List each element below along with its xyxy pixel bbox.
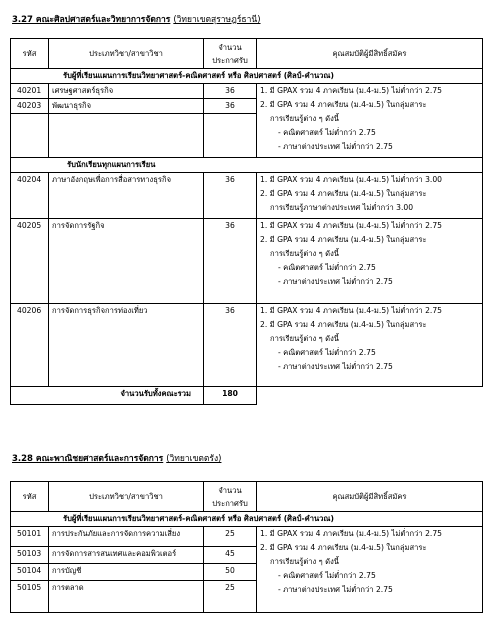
- qualification-cell: 1. มี GPAX รวม 4 ภาคเรียน (ม.4-ม.5) ไม่ต่ำกว่า 2.75 2. มี GPA รวม 4 ภาคเรียน (ม.4-ม.5) ในกลุ่มสาระ การเรียนรู้ต่าง ๆ ดังนี้ - คณิตศาสตร์ ไม่ต่ำกว่า 2.75 - ภาษาต่างประเทศ ไม่ต่ำกว่า 2.75: [257, 304, 483, 387]
- program-seats: 45: [204, 547, 257, 564]
- group-label: รับนักเรียนทุกแผนการเรียน: [11, 158, 483, 173]
- section-title-3-28: [12, 451, 221, 465]
- total-value: 180: [204, 387, 257, 405]
- program-code: 40201: [11, 84, 49, 99]
- qualification-cell: 1. มี GPAX รวม 4 ภาคเรียน (ม.4-ม.5) ไม่ต่ำกว่า 3.00 2. มี GPA รวม 4 ภาคเรียน (ม.4-ม.5) ในกลุ่มสาระ การเรียนรู้ภาษาต่างประเทศ ไม่ต่ำกว่า 3.00: [257, 173, 483, 219]
- qualification-cell: 1. มี GPAX รวม 4 ภาคเรียน (ม.4-ม.5) ไม่ต่ำกว่า 2.75 2. มี GPA รวม 4 ภาคเรียน (ม.4-ม.5) ในกลุ่มสาระ การเรียนรู้ต่าง ๆ ดังนี้ - คณิตศาสตร์ ไม่ต่ำกว่า 2.75 - ภาษาต่างประเทศ ไม่ต่ำกว่า 2.75: [257, 219, 483, 304]
- program-seats: 36: [204, 99, 257, 114]
- header-code: รหัส: [11, 482, 49, 512]
- section-title-main: 3.27 คณะศิลปศาสตร์และวิทยาการจัดการ: [12, 15, 171, 25]
- program-seats: 25: [204, 581, 257, 613]
- header-program: ประเภทวิชา/สาขาวิชา: [49, 39, 204, 69]
- qualification-cell: 1. มี GPAX รวม 4 ภาคเรียน (ม.4-ม.5) ไม่ต่ำกว่า 2.75 2. มี GPA รวม 4 ภาคเรียน (ม.4-ม.5) ในกลุ่มสาระ การเรียนรู้ต่าง ๆ ดังนี้ - คณิตศาสตร์ ไม่ต่ำกว่า 2.75 - ภาษาต่างประเทศ ไม่ต่ำกว่า 2.75: [257, 527, 483, 613]
- program-seats: 36: [204, 219, 257, 304]
- header-seats: จำนวน ประกาศรับ: [204, 482, 257, 512]
- header-seats: จำนวน ประกาศรับ: [204, 39, 257, 69]
- program-seats: 36: [204, 84, 257, 99]
- qualification-cell: 1. มี GPAX รวม 4 ภาคเรียน (ม.4-ม.5) ไม่ต่ำกว่า 2.75 2. มี GPA รวม 4 ภาคเรียน (ม.4-ม.5) ในกลุ่มสาระ การเรียนรู้ต่าง ๆ ดังนี้ - คณิตศาสตร์ ไม่ต่ำกว่า 2.75 - ภาษาต่างประเทศ ไม่ต่ำกว่า 2.75: [257, 84, 483, 158]
- section-title-campus: (วิทยาเขตสุราษฎร์ธานี): [173, 15, 261, 25]
- total-row: [11, 387, 483, 405]
- table-header-row: [11, 482, 483, 512]
- total-label: จำนวนรับทั้งคณะรวม: [11, 387, 204, 405]
- program-code: 50104: [11, 564, 49, 581]
- section-title-main: 3.28 คณะพาณิชยศาสตร์และการจัดการ: [12, 454, 164, 464]
- program-seats: 25: [204, 527, 257, 547]
- program-seats: 50: [204, 564, 257, 581]
- program-seats: 36: [204, 173, 257, 219]
- program-name: การจัดการสารสนเทศและคอมพิวเตอร์: [49, 547, 204, 564]
- program-name: การจัดการธุรกิจการท่องเที่ยว: [49, 304, 204, 387]
- section-title-3-27: [12, 12, 261, 26]
- program-code: 40203: [11, 99, 49, 114]
- table-header-row: [11, 39, 483, 69]
- group-row: [11, 69, 483, 84]
- table-row: [11, 219, 483, 304]
- program-name: ภาษาอังกฤษเพื่อการสื่อสารทางธุรกิจ: [49, 173, 204, 219]
- program-name: การจัดการรัฐกิจ: [49, 219, 204, 304]
- header-qualification: คุณสมบัติผู้มีสิทธิ์สมัคร: [257, 39, 483, 69]
- table-row: [11, 304, 483, 387]
- section-title-campus: (วิทยาเขตตรัง): [166, 454, 222, 464]
- program-name: การตลาด: [49, 581, 204, 613]
- program-name: พัฒนาธุรกิจ: [49, 99, 204, 114]
- program-seats: 36: [204, 304, 257, 387]
- program-name: เศรษฐศาสตร์ธุรกิจ: [49, 84, 204, 99]
- program-code: 40204: [11, 173, 49, 219]
- program-code: 40206: [11, 304, 49, 387]
- group-row: [11, 512, 483, 527]
- table-row: [11, 527, 483, 547]
- admission-table-3-27: [10, 38, 483, 405]
- header-program: ประเภทวิชา/สาขาวิชา: [49, 482, 204, 512]
- program-code: 50101: [11, 527, 49, 547]
- group-row: [11, 158, 483, 173]
- table-row: [11, 84, 483, 99]
- program-name: การประกันภัยและการจัดการความเสี่ยง: [49, 527, 204, 547]
- group-label: รับผู้ที่เรียนแผนการเรียนวิทยาศาสตร์-คณิตศาสตร์ หรือ ศิลปศาสตร์ (ศิลป์-คำนวณ): [11, 69, 483, 84]
- program-code: 40205: [11, 219, 49, 304]
- program-code: 50103: [11, 547, 49, 564]
- admission-table-3-28: [10, 481, 483, 613]
- header-code: รหัส: [11, 39, 49, 69]
- program-code: 50105: [11, 581, 49, 613]
- header-qualification: คุณสมบัติผู้มีสิทธิ์สมัคร: [257, 482, 483, 512]
- group-label: รับผู้ที่เรียนแผนการเรียนวิทยาศาสตร์-คณิตศาสตร์ หรือ ศิลปศาสตร์ (ศิลป์-คำนวณ): [11, 512, 483, 527]
- program-name: การบัญชี: [49, 564, 204, 581]
- table-row: [11, 173, 483, 219]
